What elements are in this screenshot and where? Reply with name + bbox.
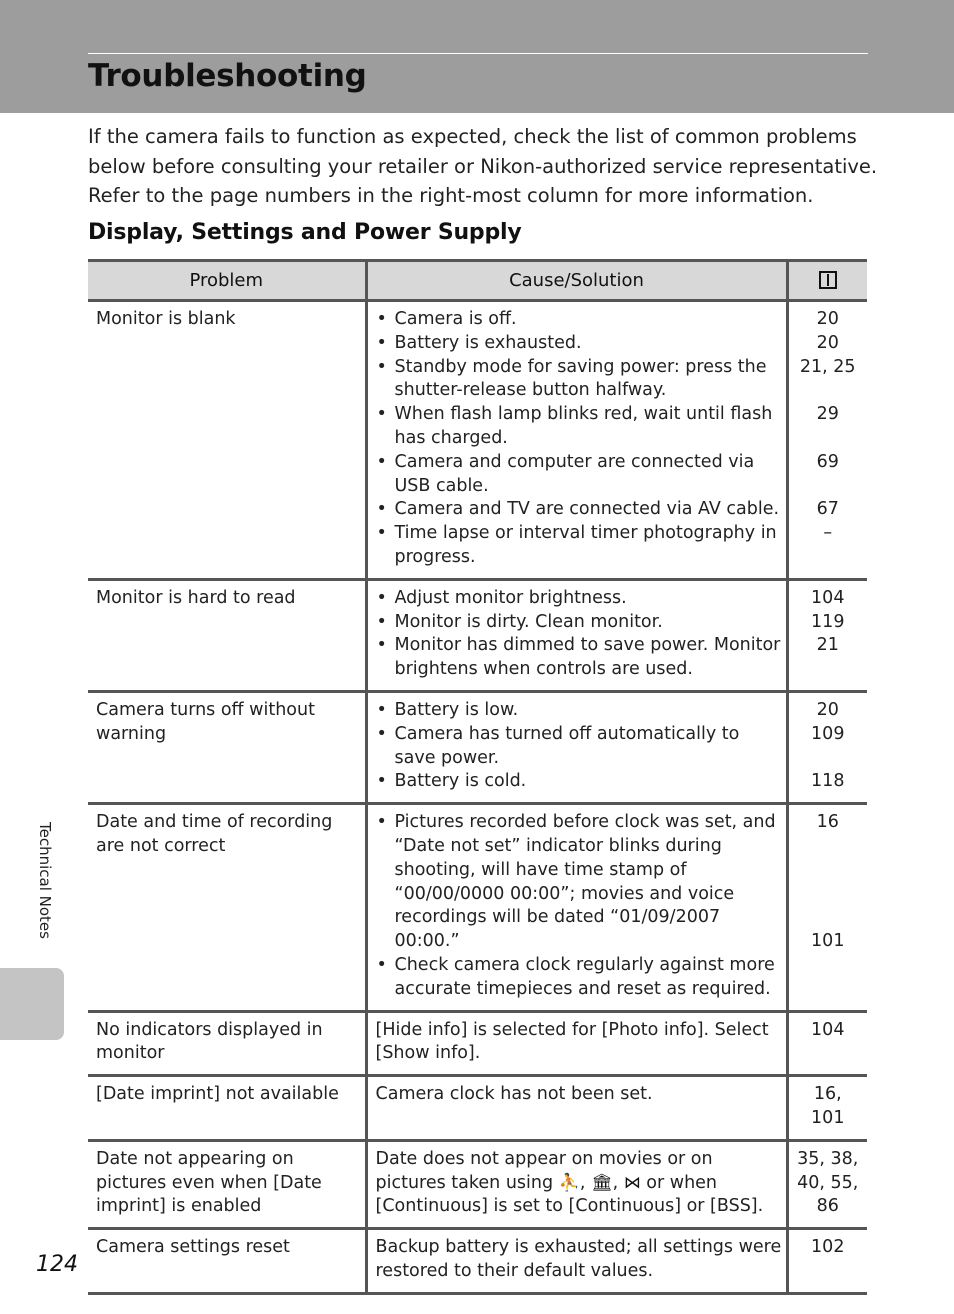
problem-cell: [Date imprint] not available bbox=[88, 1076, 366, 1141]
page-cell bbox=[787, 301, 867, 580]
cause-item: • Monitor is dirty. Clean monitor. bbox=[376, 611, 786, 635]
page-ref: 20 bbox=[816, 332, 839, 353]
page-ref: 69 bbox=[816, 451, 839, 472]
table-row bbox=[88, 1076, 867, 1141]
cause-item: • Camera has turned off automatically to save power. bbox=[376, 723, 786, 771]
table-row bbox=[88, 1229, 867, 1294]
problem-cell: Date and time of recording are not correct bbox=[88, 804, 366, 1011]
header-band bbox=[0, 0, 954, 113]
cause-item: • Battery is low. bbox=[376, 699, 786, 723]
museum-mode-icon: 🏛 bbox=[590, 1172, 613, 1193]
page-title: Troubleshooting bbox=[88, 58, 367, 94]
table-row bbox=[88, 691, 867, 803]
table-row bbox=[88, 1140, 867, 1228]
problem-cell: Camera settings reset bbox=[88, 1229, 366, 1294]
page-cell: 102 bbox=[787, 1229, 867, 1294]
side-section-label: Technical Notes bbox=[36, 822, 54, 939]
page-ref: 109 bbox=[811, 723, 845, 744]
table-row bbox=[88, 579, 867, 691]
cause-cell: Date does not appear on movies or on pictures taken using ⛹, 🏛, ⋈ or when [Continuous] is set to [Continuous] or [BSS]. bbox=[366, 1140, 787, 1228]
header-page-reference bbox=[787, 261, 867, 301]
cause-item: • When flash lamp blinks red, wait until flash has charged. bbox=[376, 403, 786, 451]
page-ref: 21, 25 bbox=[799, 356, 856, 377]
sports-mode-icon: ⛹ bbox=[558, 1172, 580, 1193]
page-cell bbox=[787, 579, 867, 691]
cause-item: • Monitor has dimmed to save power. Monitor brightens when controls are used. bbox=[376, 634, 786, 682]
cause-cell: Backup battery is exhausted; all settings were restored to their default values. bbox=[366, 1229, 787, 1294]
book-reference-icon bbox=[819, 271, 837, 289]
cause-item: • Adjust monitor brightness. bbox=[376, 587, 786, 611]
header-problem: Problem bbox=[88, 261, 366, 301]
page-ref: 119 bbox=[811, 611, 845, 632]
section-title: Display, Settings and Power Supply bbox=[88, 220, 522, 245]
problem-cell: Camera turns off without warning bbox=[88, 691, 366, 803]
cause-item: • Camera and computer are connected via USB cable. bbox=[376, 451, 786, 499]
page-ref: 21 bbox=[816, 635, 839, 656]
cause-item: • Pictures recorded before clock was set, and “Date not set” indicator blinks during shooting, will have time stamp of “00/00/0000 00:00”; movies and voice recordings will be dated “01/09/2007 00:00.” bbox=[376, 811, 786, 954]
cause-item: • Camera and TV are connected via AV cable. bbox=[376, 498, 786, 522]
table-row bbox=[88, 804, 867, 1011]
cause-item: • Standby mode for saving power: press the shutter-release button halfway. bbox=[376, 356, 786, 404]
page-cell bbox=[787, 804, 867, 1011]
page-cell: 35, 38, 40, 55, 86 bbox=[787, 1140, 867, 1228]
cause-item: • Battery is cold. bbox=[376, 770, 786, 794]
page-ref: 29 bbox=[816, 404, 839, 425]
cause-cell: [Hide info] is selected for [Photo info]. Select [Show info]. bbox=[366, 1011, 787, 1076]
cause-cell bbox=[366, 804, 787, 1011]
page-cell: 16, 101 bbox=[787, 1076, 867, 1141]
page-ref: 104 bbox=[811, 587, 845, 608]
cause-item: • Check camera clock regularly against more accurate timepieces and reset as required. bbox=[376, 954, 786, 1002]
page-ref: 118 bbox=[811, 771, 845, 792]
troubleshooting-table bbox=[88, 259, 867, 1295]
page-ref: 20 bbox=[816, 699, 839, 720]
cause-cell bbox=[366, 691, 787, 803]
cause-text-prefix: Date does not appear on movies or on pictures taken using bbox=[375, 1148, 713, 1193]
header-cause-solution: Cause/Solution bbox=[366, 261, 787, 301]
side-section-tab bbox=[0, 968, 64, 1040]
cause-item: • Time lapse or interval timer photography in progress. bbox=[376, 522, 786, 570]
problem-cell: No indicators displayed in monitor bbox=[88, 1011, 366, 1076]
panorama-mode-icon: ⋈ bbox=[623, 1172, 641, 1193]
problem-cell: Monitor is hard to read bbox=[88, 579, 366, 691]
page-number: 124 bbox=[36, 1252, 78, 1277]
table-row bbox=[88, 1011, 867, 1076]
page-ref: 20 bbox=[816, 309, 839, 329]
page-cell: 104 bbox=[787, 1011, 867, 1076]
page-ref: – bbox=[823, 523, 833, 544]
table-row bbox=[88, 301, 867, 580]
page-ref: 16 bbox=[816, 812, 839, 833]
cause-item: • Camera is off. bbox=[376, 308, 786, 332]
header-rule bbox=[88, 53, 868, 54]
page-ref: 101 bbox=[811, 931, 845, 952]
intro-paragraph: If the camera fails to function as expected, check the list of common problems below before consulting your retailer or Nikon-authorized service representative. Refer to the page numbers in the right-most column for more information. bbox=[88, 125, 878, 207]
page-ref: 67 bbox=[816, 499, 839, 520]
table-header-row bbox=[88, 261, 867, 301]
problem-cell: Monitor is blank bbox=[88, 301, 366, 580]
cause-text-suffix: or when [Continuous] is set to [Continuous] or [BSS]. bbox=[375, 1172, 764, 1217]
cause-cell bbox=[366, 301, 787, 580]
cause-item: • Battery is exhausted. bbox=[376, 332, 786, 356]
cause-cell: Camera clock has not been set. bbox=[366, 1076, 787, 1141]
page-cell bbox=[787, 691, 867, 803]
cause-cell bbox=[366, 579, 787, 691]
problem-cell: Date not appearing on pictures even when [Date imprint] is enabled bbox=[88, 1140, 366, 1228]
